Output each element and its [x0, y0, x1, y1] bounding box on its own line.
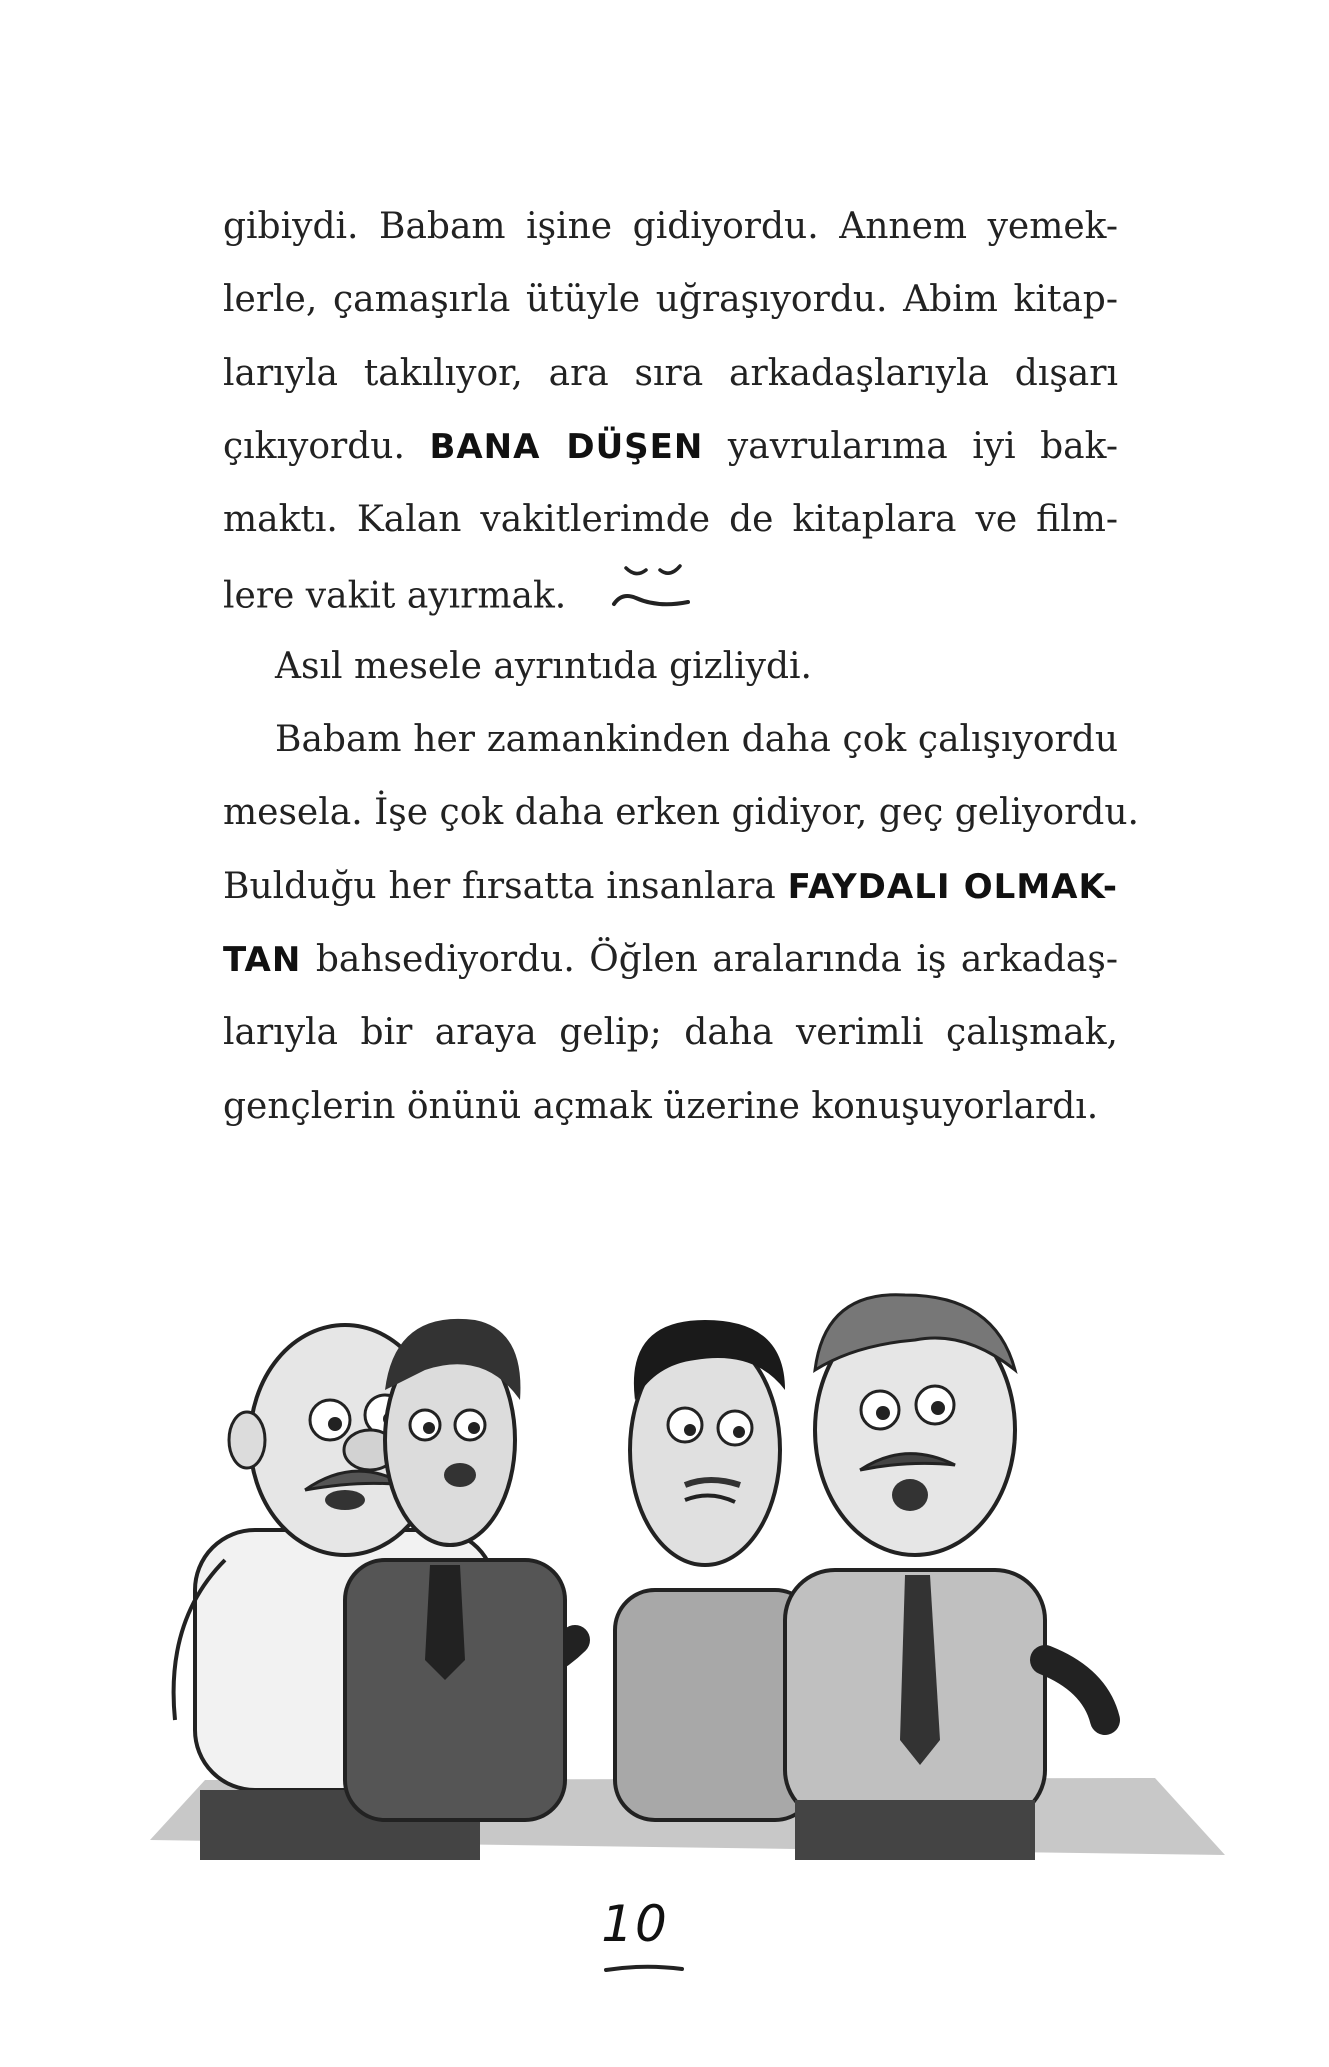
page-number: 10 — [601, 1895, 669, 1953]
smiley-face-icon — [608, 556, 698, 641]
emphasis-text: FAYDALI OLMAK- — [787, 866, 1118, 907]
text-fragment: Bulduğu her fırsatta insanlara — [223, 865, 776, 907]
text-line — [223, 556, 1118, 629]
text-line: larıyla takılıyor, ara sıra arkadaşlarıyla dışarı — [223, 352, 1118, 394]
text-line: gençlerin önünü açmak üzerine konuşuyorlardı. — [223, 1085, 1099, 1127]
emphasis-text: TAN — [223, 939, 302, 980]
emphasis-text: BANA DÜŞEN — [429, 426, 704, 467]
text-fragment: yavrularıma iyi bak- — [727, 425, 1118, 467]
text-line: gibiydi. Babam işine gidiyordu. Annem yemek- — [223, 206, 1118, 247]
text-line: lerle, çamaşırla ütüyle uğraşıyordu. Abim kitap- — [223, 279, 1118, 321]
text-line — [223, 923, 1118, 996]
text-line: larıyla bir araya gelip; daha verimli çalışmak, — [223, 1012, 1118, 1054]
body-text — [223, 190, 1139, 1143]
text-line — [223, 850, 1118, 923]
text-line: Asıl mesele ayrıntıda gizliydi. — [275, 645, 812, 687]
text-fragment: bahsediyordu. Öğlen aralarında iş arkadaş- — [315, 938, 1118, 980]
text-fragment: çıkıyordu. — [223, 425, 405, 467]
four-men-talking-illustration — [145, 1200, 1225, 1860]
text-line: maktı. Kalan vakitlerimde de kitaplara ve film- — [223, 499, 1118, 541]
text-line: mesela. İşe çok daha erken gidiyor, geç geliyordu. — [223, 792, 1139, 834]
text-fragment: lere vakit ayırmak. — [223, 576, 567, 618]
text-line: Babam her zamankinden daha çok çalışıyordu — [275, 719, 1118, 761]
man-mustache-figure — [785, 1295, 1105, 1860]
page-number-underline — [604, 1962, 684, 1976]
text-line — [223, 410, 1118, 483]
